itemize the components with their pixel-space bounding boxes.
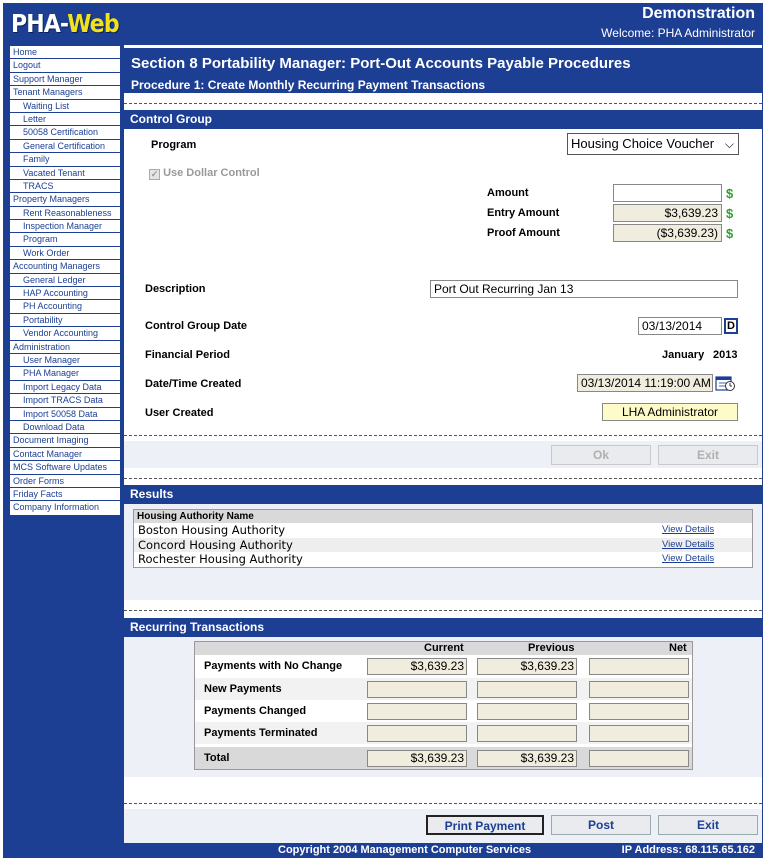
exit-button[interactable]: Exit — [658, 815, 758, 835]
checkbox-icon: ✓ — [150, 169, 159, 179]
sidebar-item-letter[interactable]: Letter — [10, 113, 120, 126]
sidebar-item-order-forms[interactable]: Order Forms — [10, 475, 120, 488]
results-row — [134, 523, 752, 538]
financial-period-month: January — [662, 349, 705, 361]
chevron-down-icon: ⌵ — [724, 137, 734, 151]
page-title-bar — [124, 48, 762, 93]
sidebar-item-accounting-managers[interactable]: Accounting Managers — [10, 260, 120, 273]
sidebar-item-import-legacy-data[interactable]: Import Legacy Data — [10, 381, 120, 394]
current-value — [367, 725, 467, 742]
control-group-date-input[interactable]: 03/13/2014 — [638, 317, 722, 335]
col-current: Current — [424, 642, 464, 654]
results-row — [134, 552, 752, 567]
net-value — [589, 681, 689, 698]
description-label: Description — [145, 283, 206, 295]
sidebar-item-tracs[interactable]: TRACS — [10, 180, 120, 193]
main-content — [124, 45, 762, 843]
program-select[interactable]: Housing Choice Voucher ⌵ — [567, 133, 739, 155]
previous-value: $3,639.23 — [477, 658, 577, 675]
view-details-link[interactable]: View Details — [662, 538, 715, 550]
sidebar-item-tenant-managers[interactable]: Tenant Managers — [10, 86, 120, 99]
sidebar-item-pha-manager[interactable]: PHA Manager — [10, 367, 120, 380]
page-subtitle: Procedure 1: Create Monthly Recurring Payment Transactions — [131, 78, 486, 92]
previous-value — [477, 703, 577, 720]
sidebar-item-property-managers[interactable]: Property Managers — [10, 193, 120, 206]
view-details-link[interactable]: View Details — [662, 553, 715, 564]
dollar-icon: $ — [726, 226, 734, 241]
sidebar-item-document-imaging[interactable]: Document Imaging — [10, 434, 120, 447]
page-title: Section 8 Portability Manager: Port-Out Accounts Payable Procedures — [131, 55, 631, 72]
print-payment-button[interactable]: Print Payment — [426, 815, 544, 835]
divider — [124, 610, 762, 611]
sidebar-item-waiting-list[interactable]: Waiting List — [10, 100, 120, 113]
housing-authority-name: Boston Housing Authority — [138, 523, 286, 537]
sidebar-item-hap-accounting[interactable]: HAP Accounting — [10, 287, 120, 300]
net-value — [589, 750, 689, 767]
sidebar-item-work-order[interactable]: Work Order — [10, 247, 120, 260]
sidebar-item-contact-manager[interactable]: Contact Manager — [10, 448, 120, 461]
entry-amount-label: Entry Amount — [487, 207, 560, 219]
housing-authority-name: Concord Housing Authority — [138, 537, 293, 552]
sidebar-item-50058-certification[interactable]: 50058 Certification — [10, 126, 120, 139]
user-created-field: LHA Administrator — [602, 403, 738, 421]
sidebar-item-friday-facts[interactable]: Friday Facts — [10, 488, 120, 501]
current-value: $3,639.23 — [367, 750, 467, 767]
sidebar-item-general-ledger[interactable]: General Ledger — [10, 274, 120, 287]
program-label: Program — [151, 139, 197, 151]
sidebar-item-general-certification[interactable]: General Certification — [10, 140, 120, 153]
dollar-icon: $ — [726, 186, 734, 201]
calendar-icon[interactable] — [715, 375, 736, 392]
total-row — [195, 747, 692, 769]
user-created-label: User Created — [145, 407, 214, 419]
current-value — [367, 703, 467, 720]
recurring-header-row — [195, 642, 692, 655]
sidebar-item-vacated-tenant[interactable]: Vacated Tenant — [10, 167, 120, 180]
row-label: Payments with No Change — [204, 660, 343, 672]
date-created-label: Date/Time Created — [145, 378, 242, 390]
previous-value — [477, 681, 577, 698]
previous-value — [477, 725, 577, 742]
amount-input[interactable] — [613, 184, 722, 202]
results-row — [134, 538, 752, 553]
row-label: Payments Terminated — [204, 727, 318, 739]
amount-label: Amount — [487, 187, 529, 199]
current-value: $3,639.23 — [367, 658, 467, 675]
app-frame — [3, 3, 763, 858]
ip-address-text: IP Address: 68.115.65.162 — [621, 844, 755, 856]
current-value — [367, 681, 467, 698]
results-table — [133, 509, 753, 568]
col-previous: Previous — [528, 642, 575, 654]
site-title: Demonstration — [642, 5, 755, 22]
sidebar-item-company-information[interactable]: Company Information — [13, 502, 100, 513]
control-group-date-label: Control Group Date — [145, 320, 248, 332]
ok-button[interactable]: Ok — [551, 445, 651, 465]
view-details-link[interactable]: View Details — [662, 524, 715, 535]
sidebar-item-user-manager[interactable]: User Manager — [10, 354, 120, 367]
results-column-header: Housing Authority Name — [134, 510, 752, 523]
sidebar-item-inspection-manager[interactable]: Inspection Manager — [10, 220, 120, 233]
sidebar-item-vendor-accounting[interactable]: Vendor Accounting — [10, 327, 120, 340]
sidebar-item-rent-reasonableness[interactable]: Rent Reasonableness — [10, 207, 120, 220]
sidebar-item-administration[interactable]: Administration — [10, 341, 120, 354]
housing-authority-name: Rochester Housing Authority — [138, 552, 303, 566]
section-header-recurring: Recurring Transactions — [124, 618, 762, 637]
recurring-row — [195, 678, 692, 700]
financial-period-label: Financial Period — [145, 349, 230, 361]
recurring-row — [195, 655, 692, 677]
col-net: Net — [669, 642, 687, 654]
sidebar-item-mcs-software-updates[interactable]: MCS Software Updates — [10, 461, 120, 474]
sidebar-item-download-data[interactable]: Download Data — [10, 421, 120, 434]
entry-amount-field: $3,639.23 — [613, 204, 722, 222]
description-input[interactable]: Port Out Recurring Jan 13 — [430, 280, 738, 298]
sidebar-item-family[interactable]: Family — [10, 153, 120, 166]
sidebar-item-home[interactable]: Home — [10, 46, 120, 59]
sidebar-item-import-tracs-data[interactable]: Import TRACS Data — [10, 394, 120, 407]
date-picker-button[interactable]: D — [724, 318, 738, 334]
copyright-text: Copyright 2004 Management Computer Services — [278, 844, 532, 856]
sidebar-item-logout[interactable]: Logout — [10, 59, 120, 72]
welcome-text: Welcome: PHA Administrator — [601, 26, 755, 40]
net-value — [589, 658, 689, 675]
section-header-results: Results — [124, 485, 762, 504]
recurring-row — [195, 700, 692, 722]
post-button[interactable]: Post — [551, 815, 651, 835]
row-label: New Payments — [204, 683, 282, 695]
sidebar-nav — [9, 45, 121, 516]
date-created-field: 03/13/2014 11:19:00 AM — [577, 374, 713, 392]
sidebar-item-support-manager[interactable]: Support Manager — [10, 73, 120, 86]
financial-period-year: 2013 — [713, 349, 738, 361]
use-dollar-control[interactable]: ✓ Use Dollar Control — [150, 167, 260, 179]
row-label: Payments Changed — [204, 705, 307, 717]
sidebar-item-ph-accounting[interactable]: PH Accounting — [10, 300, 120, 313]
recurring-table — [194, 641, 693, 770]
divider — [124, 803, 762, 804]
net-value — [589, 703, 689, 720]
divider — [124, 103, 762, 104]
dollar-icon: $ — [726, 206, 734, 221]
divider — [124, 435, 762, 436]
row-label: Total — [204, 752, 230, 764]
proof-amount-label: Proof Amount — [487, 227, 560, 239]
recurring-row — [195, 722, 692, 744]
divider — [124, 478, 762, 479]
sidebar-item-portability[interactable]: Portability — [10, 314, 120, 327]
proof-amount-field: ($3,639.23) — [613, 224, 722, 242]
sidebar-item-program[interactable]: Program — [10, 233, 120, 246]
previous-value: $3,639.23 — [477, 750, 577, 767]
section-header-control-group: Control Group — [124, 110, 762, 129]
exit-button[interactable]: Exit — [658, 445, 758, 465]
pha-web-logo: PHA-Web — [11, 9, 119, 38]
sidebar-item-import-50058-data[interactable]: Import 50058 Data — [10, 408, 120, 421]
net-value — [589, 725, 689, 742]
